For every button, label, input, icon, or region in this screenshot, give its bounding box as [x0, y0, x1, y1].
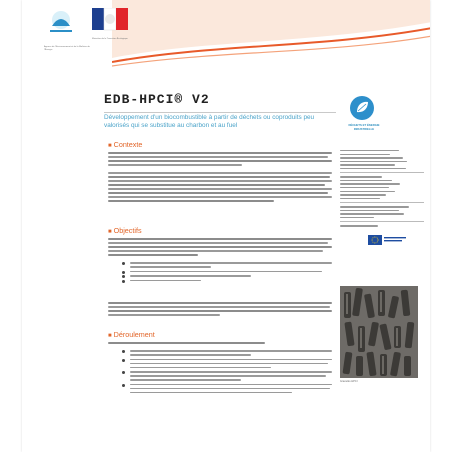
section-marker-icon: ■ [108, 143, 112, 149]
document-subtitle: Développement d'un biocombustible à partir de déchets ou coproduits peu valorisés qui se substitue au charbon et au fuel [104, 114, 315, 129]
section-marker-icon: ■ [108, 333, 112, 339]
list-item [122, 384, 332, 394]
section-heading-contexte: ■ Contexte [108, 140, 143, 149]
category-badge-label: DÉCHETS ET ÉNERGIE INDUSTRIELLE [348, 123, 380, 131]
ademe-logo [44, 8, 78, 46]
list-item [122, 280, 332, 282]
section-heading-deroulement: ■ Déroulement [108, 330, 155, 339]
list-item [122, 275, 332, 277]
section-heading-objectifs: ■ Objectifs [108, 226, 142, 235]
header-decoration [112, 0, 430, 84]
section-marker-icon: ■ [108, 229, 112, 235]
list-item [122, 359, 332, 369]
project-info-sidebar [340, 150, 424, 229]
deroulement-paragraph [108, 342, 332, 346]
pellets-photo [340, 286, 418, 378]
list-item [122, 271, 332, 273]
eu-logo [368, 234, 408, 246]
contexte-paragraph [108, 152, 332, 204]
list-item [122, 371, 332, 381]
image-caption: Granulés HPCI [340, 380, 358, 383]
document-title: EDB-HPCI® V2 [104, 92, 210, 107]
objectifs-bullet-list [122, 262, 332, 284]
title-divider [104, 112, 336, 113]
leaf-icon [348, 94, 376, 122]
ademe-logo-text: Agence de l'Environnement et de la Maîtrise de l'Énergie [44, 46, 90, 51]
objectifs-paragraph [108, 238, 332, 258]
republique-francaise-logo [92, 8, 128, 36]
list-item [122, 262, 332, 268]
objectifs-paragraph-2 [108, 302, 332, 318]
deroulement-bullet-list [122, 350, 332, 396]
republic-logo-text: Ministère de la Transition Écologique [92, 38, 128, 40]
list-item [122, 350, 332, 356]
document-page [22, 0, 430, 452]
